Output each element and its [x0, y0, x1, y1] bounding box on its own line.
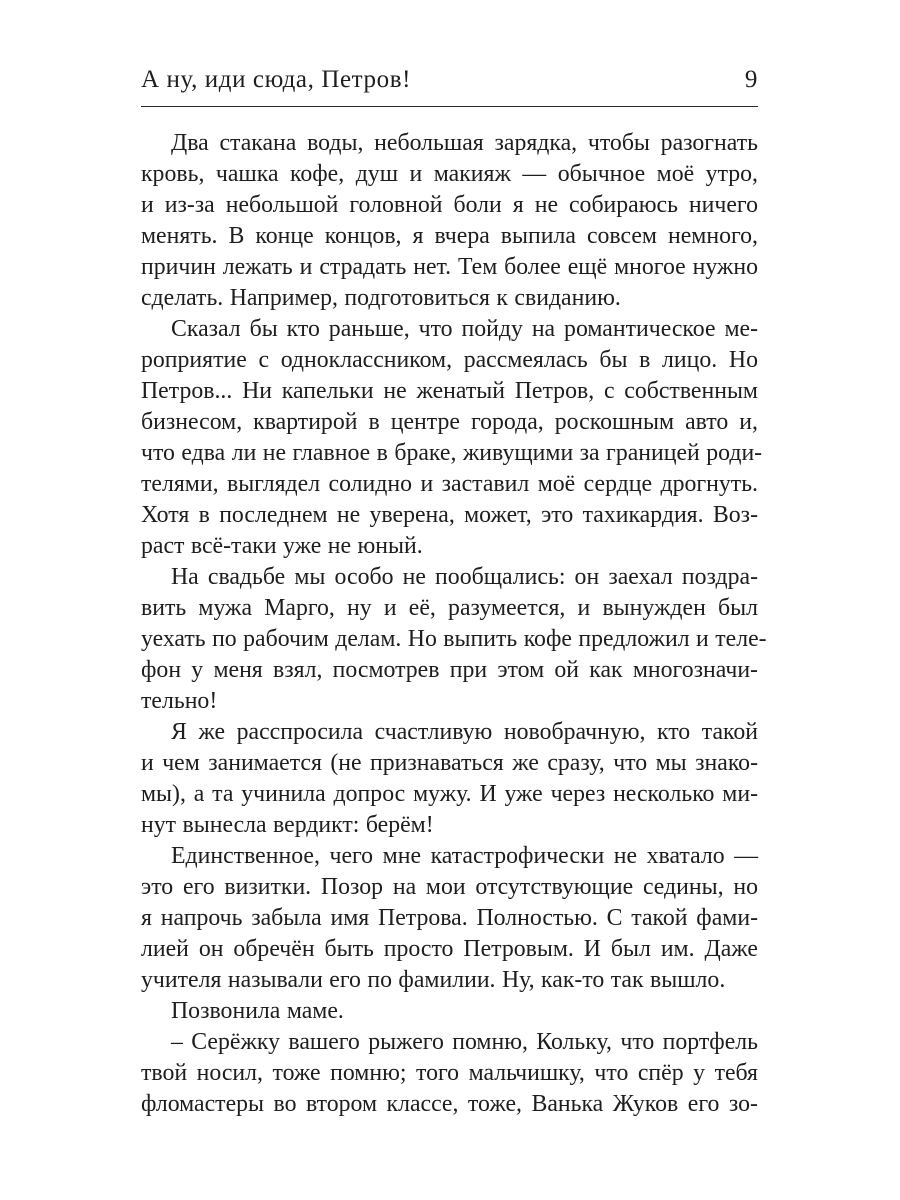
text-line: Петров... Ни капельки не женатый Петров, с собственным — [141, 378, 758, 404]
text-line: менять. В конце концов, я вчера выпила совсем немного, — [141, 223, 758, 249]
text-line: и из-за небольшой головной боли я не собираюсь ничего — [141, 192, 758, 218]
paragraph — [141, 841, 758, 996]
text-line: сделать. Например, подготовиться к свиданию. — [141, 285, 621, 311]
text-line: телями, выглядел солидно и заставил моё сердце дрогнуть. — [141, 471, 758, 497]
text-line: нут вынесла вердикт: берём! — [141, 812, 434, 838]
body-text — [141, 128, 767, 1120]
text-line: вить мужа Марго, ну и её, разумеется, и вынужден был — [141, 595, 758, 621]
paragraph — [141, 128, 758, 314]
text-line: Я же расспросила счастливую новобрачную, кто такой — [171, 719, 758, 745]
text-line: кровь, чашка кофе, душ и макияж — обычное моё утро, — [141, 161, 758, 187]
paragraph — [141, 562, 767, 717]
text-line: что едва ли не главное в браке, живущими за границей роди- — [141, 440, 763, 466]
paragraph — [141, 314, 763, 562]
text-line: учителя называли его по фамилии. Ну, как-то так вышло. — [141, 967, 726, 993]
header-rule — [141, 106, 758, 107]
text-line: и чем занимается (не признаваться же сразу, что мы знако- — [141, 750, 758, 776]
running-title: А ну, иди сюда, Петров! — [141, 66, 412, 93]
text-line: мы), а та учинила допрос мужу. И уже через несколько ми- — [141, 781, 758, 807]
text-line: Сказал бы кто раньше, что пойду на романтическое ме- — [171, 316, 758, 342]
text-line: лией он обречён быть просто Петровым. И был им. Даже — [141, 936, 758, 962]
text-line: На свадьбе мы особо не пообщались: он заехал поздра- — [171, 564, 758, 590]
text-line: Хотя в последнем не уверена, может, это тахикардия. Воз- — [141, 502, 758, 528]
running-head — [141, 66, 758, 98]
text-line: тельно! — [141, 688, 218, 714]
text-line: роприятие с одноклассником, рассмеялась бы в лицо. Но — [141, 347, 758, 373]
text-line: Единственное, чего мне катастрофически не хватало — — [171, 843, 758, 869]
text-line: – Серёжку вашего рыжего помню, Кольку, что портфель — [171, 1029, 758, 1055]
text-line: уехать по рабочим делам. Но выпить кофе предложил и теле- — [141, 626, 767, 652]
text-line: это его визитки. Позор на мои отсутствующие седины, но — [141, 874, 758, 900]
text-line: твой носил, тоже помню; того мальчишку, что спёр у тебя — [141, 1060, 758, 1086]
text-line: фломастеры во втором классе, тоже, Ванька Жуков его зо- — [141, 1091, 758, 1117]
page-number: 9 — [744, 66, 758, 93]
text-line: я напрочь забыла имя Петрова. Полностью. С такой фами- — [141, 905, 758, 931]
text-line: Позвонила маме. — [171, 998, 344, 1024]
text-line: раст всё-таки уже не юный. — [141, 533, 423, 559]
text-line: фон у меня взял, посмотрев при этом ой как многозначи- — [141, 657, 758, 683]
text-line: бизнесом, квартирой в центре города, роскошным авто и, — [141, 409, 758, 435]
paragraph — [141, 996, 758, 1027]
paragraph — [141, 717, 758, 841]
paragraph — [141, 1027, 758, 1120]
text-line: причин лежать и страдать нет. Тем более ещё многое нужно — [141, 254, 758, 280]
text-line: Два стакана воды, небольшая зарядка, чтобы разогнать — [171, 130, 758, 156]
